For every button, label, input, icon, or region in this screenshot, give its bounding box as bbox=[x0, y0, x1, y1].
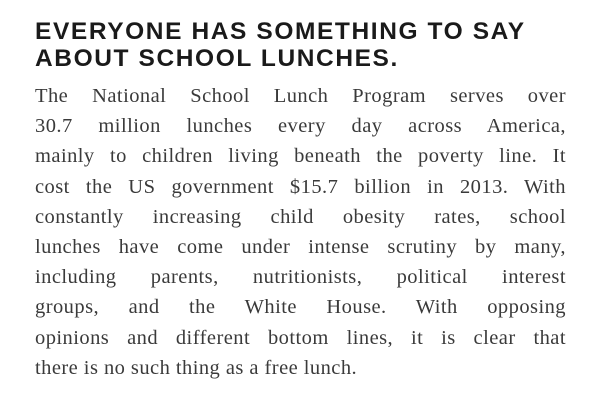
body-line-10: there is no such thing as a free lunch. bbox=[35, 356, 358, 379]
body-line-2: 30.7 million lunches every day across America, bbox=[35, 115, 566, 138]
body-line-8: groups, and the White House. With opposing bbox=[35, 296, 566, 319]
body-line-4: cost the US government $15.7 billion in 2013. With bbox=[35, 175, 566, 198]
body-line-7: including parents, nutritionists, political interest bbox=[35, 266, 566, 289]
body-line-9: opinions and different bottom lines, it is clear that bbox=[35, 326, 566, 349]
body-line-1: The National School Lunch Program serves over bbox=[35, 85, 566, 107]
headline-line-1: EVERYONE HAS SOMETHING TO SAY bbox=[35, 18, 526, 45]
headline bbox=[35, 18, 566, 72]
body-paragraph bbox=[35, 81, 566, 383]
body-line-6: lunches have come under intense scrutiny by many, bbox=[35, 236, 566, 259]
body-line-5: constantly increasing child obesity rates, school bbox=[35, 205, 566, 228]
headline-line-2: ABOUT SCHOOL LUNCHES. bbox=[35, 45, 399, 72]
body-line-3: mainly to children living beneath the poverty line. It bbox=[35, 145, 566, 168]
